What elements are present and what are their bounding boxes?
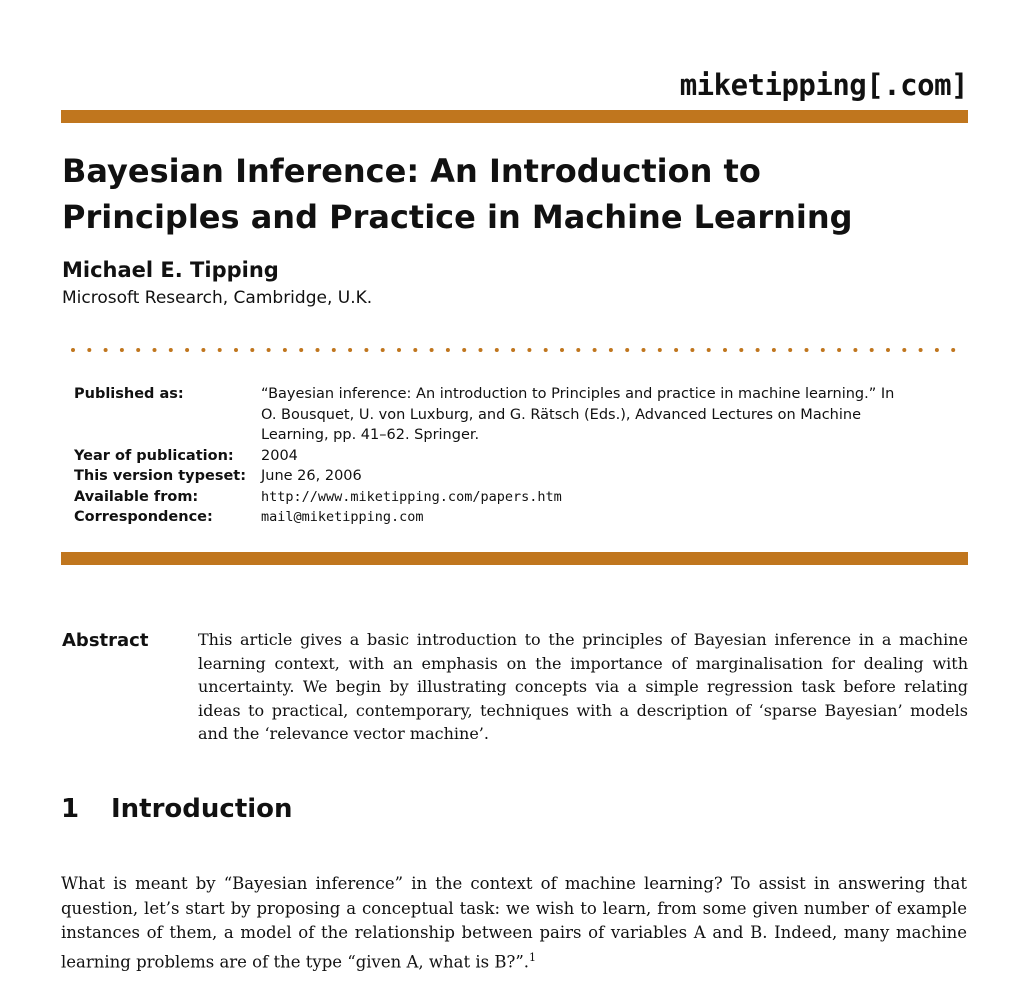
- separator-dot: [332, 348, 336, 352]
- separator-dot: [185, 348, 189, 352]
- bottom-accent-rule: [61, 552, 968, 565]
- dotted-separator: [70, 344, 965, 356]
- separator-dot: [250, 348, 254, 352]
- section-number: 1: [61, 794, 80, 824]
- separator-dot: [951, 348, 955, 352]
- separator-dot: [299, 348, 303, 352]
- separator-dot: [136, 348, 140, 352]
- separator-dot: [642, 348, 646, 352]
- separator-dot: [201, 348, 205, 352]
- separator-dot: [788, 348, 792, 352]
- separator-dot: [267, 348, 271, 352]
- title-line-2: Principles and Practice in Machine Learning: [62, 198, 853, 236]
- separator-dot: [837, 348, 841, 352]
- author-name: Michael E. Tipping: [62, 258, 279, 282]
- intro-paragraph: [61, 872, 967, 975]
- meta-label: Year of publication:: [74, 447, 234, 464]
- meta-row-published: [74, 384, 914, 446]
- abstract-text: This article gives a basic introduction to the principles of Bayesian inference in a machine learning context, with an emphasis on the importance of marginalisation for dealing with uncertainty. We begin by illustrating concepts via a simple regression task before relating ideas to practical, contemporary, techniques with a description of ‘sparse Bayesian’ models and the ‘relevance vector machine’.: [198, 630, 968, 743]
- separator-dot: [153, 348, 157, 352]
- meta-value: “Bayesian inference: An introduction to Principles and practice in machine learning.” In O. Bousquet, U. von Luxburg, and G. Rätsch (Eds.), Advanced Lectures on Machine Learning, pp. 41–62. Springer.: [261, 386, 895, 443]
- separator-dot: [560, 348, 564, 352]
- separator-dot: [821, 348, 825, 352]
- separator-dot: [234, 348, 238, 352]
- site-brand: miketipping[.com]: [679, 68, 968, 102]
- separator-dot: [71, 348, 75, 352]
- separator-dot: [739, 348, 743, 352]
- author-affiliation: Microsoft Research, Cambridge, U.K.: [62, 288, 373, 308]
- separator-dot: [479, 348, 483, 352]
- separator-dot: [381, 348, 385, 352]
- meta-label: Correspondence:: [74, 509, 213, 525]
- separator-dot: [902, 348, 906, 352]
- separator-dot: [511, 348, 515, 352]
- separator-dot: [364, 348, 368, 352]
- separator-dot: [527, 348, 531, 352]
- separator-dot: [462, 348, 466, 352]
- title-line-1: Bayesian Inference: An Introduction to: [62, 152, 761, 190]
- meta-row-year: [74, 446, 914, 467]
- abstract-heading: Abstract: [62, 630, 149, 651]
- intro-text: What is meant by “Bayesian inference” in the context of machine learning? To assist in answering that question, let’s start by proposing a conceptual task: we wish to learn, from some given number of example instances of them, a model of the relationship between pairs of variables A and B. Indeed, many machine learning problems are of the type “given A, what is B?”.: [61, 874, 967, 971]
- separator-dot: [544, 348, 548, 352]
- separator-dot: [430, 348, 434, 352]
- separator-dot: [576, 348, 580, 352]
- separator-dot: [104, 348, 108, 352]
- meta-label: Published as:: [74, 386, 184, 402]
- separator-dot: [772, 348, 776, 352]
- separator-dot: [625, 348, 629, 352]
- section-title: Introduction: [111, 794, 293, 824]
- separator-dot: [756, 348, 760, 352]
- separator-dot: [87, 348, 91, 352]
- correspondence-email[interactable]: mail@miketipping.com: [261, 509, 424, 525]
- separator-dot: [169, 348, 173, 352]
- separator-dot: [658, 348, 662, 352]
- separator-dot: [870, 348, 874, 352]
- separator-dot: [609, 348, 613, 352]
- separator-dot: [283, 348, 287, 352]
- meta-value: June 26, 2006: [261, 468, 362, 484]
- separator-dot: [919, 348, 923, 352]
- separator-dot: [495, 348, 499, 352]
- separator-dot: [935, 348, 939, 352]
- meta-value: 2004: [261, 447, 298, 464]
- meta-row-typeset: [74, 466, 914, 487]
- section-heading: [61, 794, 293, 824]
- separator-dot: [397, 348, 401, 352]
- separator-dot: [446, 348, 450, 352]
- separator-dot: [805, 348, 809, 352]
- top-accent-rule: [61, 110, 968, 123]
- paper-title: [62, 148, 962, 240]
- separator-dot: [413, 348, 417, 352]
- publication-metadata: [74, 384, 914, 528]
- separator-dot: [886, 348, 890, 352]
- meta-row-available: [74, 487, 914, 508]
- meta-label: This version typeset:: [74, 468, 247, 484]
- separator-dot: [723, 348, 727, 352]
- separator-dot: [690, 348, 694, 352]
- separator-dot: [674, 348, 678, 352]
- separator-dot: [316, 348, 320, 352]
- separator-dot: [218, 348, 222, 352]
- separator-dot: [348, 348, 352, 352]
- separator-dot: [707, 348, 711, 352]
- meta-label: Available from:: [74, 488, 199, 505]
- separator-dot: [120, 348, 124, 352]
- meta-row-correspondence: [74, 507, 914, 528]
- available-url[interactable]: http://www.miketipping.com/papers.htm: [261, 488, 562, 505]
- separator-dot: [593, 348, 597, 352]
- footnote-mark[interactable]: 1: [529, 950, 537, 964]
- separator-dot: [853, 348, 857, 352]
